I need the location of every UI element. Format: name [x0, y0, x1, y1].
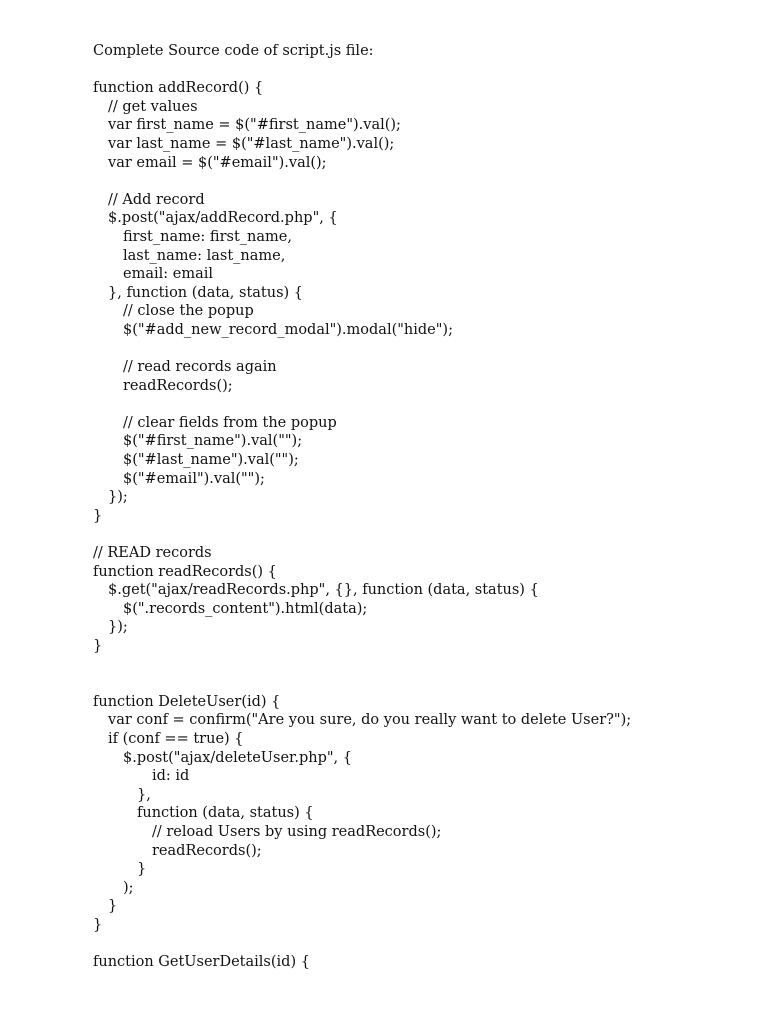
blank-line — [93, 395, 733, 414]
code-line: function GetUserDetails(id) { — [93, 954, 310, 971]
code-line: readRecords(); — [152, 842, 262, 859]
code-line: }, function (data, status) { — [108, 284, 304, 301]
code-line: first_name: first_name, — [123, 228, 292, 245]
code-line: $.get("ajax/readRecords.php", {}, function (data, status) { — [108, 582, 539, 599]
code-line: $("#add_new_record_modal").modal("hide"); — [123, 321, 453, 338]
document-heading: Complete Source code of script.js file: — [93, 43, 374, 59]
code-line: var conf = confirm("Are you sure, do you really want to delete User?"); — [108, 712, 632, 729]
code-line: }); — [108, 489, 128, 506]
code-line: email: email — [123, 266, 213, 283]
code-line: function (data, status) { — [137, 805, 314, 822]
code-line: last_name: last_name, — [123, 247, 286, 264]
code-line: // reload Users by using readRecords(); — [152, 823, 442, 840]
code-line: } — [93, 916, 103, 933]
code-line: $.post("ajax/deleteUser.php", { — [123, 749, 352, 766]
code-line: readRecords(); — [123, 377, 233, 394]
code-line: }, — [137, 786, 151, 803]
code-line: }); — [108, 619, 128, 636]
code-line: var last_name = $("#last_name").val(); — [108, 135, 395, 152]
code-line: // clear fields from the popup — [123, 414, 337, 431]
code-line: function DeleteUser(id) { — [93, 693, 281, 710]
code-line: $("#email").val(""); — [123, 470, 265, 487]
code-line: } — [108, 898, 118, 915]
code-line: function readRecords() { — [93, 563, 277, 580]
code-line: // read records again — [123, 359, 277, 376]
code-line: // get values — [108, 98, 198, 115]
code-line: id: id — [152, 768, 190, 785]
code-line: $("#first_name").val(""); — [123, 433, 303, 450]
blank-line — [93, 525, 733, 544]
code-line: } — [93, 638, 103, 654]
blank-line — [93, 340, 733, 359]
code-line: $("#last_name").val(""); — [123, 452, 299, 469]
code-listing — [93, 79, 733, 972]
blank-line — [93, 935, 733, 954]
blank-line — [93, 61, 733, 80]
blank-line — [93, 674, 733, 693]
code-line: // READ records — [93, 545, 212, 562]
code-line: $.post("ajax/addRecord.php", { — [108, 210, 338, 227]
code-line: ); — [123, 879, 134, 896]
code-line: $(".records_content").html(data); — [123, 600, 368, 617]
blank-line — [93, 656, 733, 675]
code-line: var email = $("#email").val(); — [108, 154, 327, 171]
code-line: function addRecord() { — [93, 80, 264, 97]
blank-line — [93, 172, 733, 191]
code-document — [93, 42, 733, 972]
code-line: } — [137, 861, 147, 878]
code-line: if (conf == true) { — [108, 730, 244, 747]
code-line: // close the popup — [123, 303, 254, 320]
code-line: var first_name = $("#first_name").val(); — [108, 117, 401, 134]
code-line: } — [93, 507, 103, 524]
code-line: // Add record — [108, 191, 205, 208]
